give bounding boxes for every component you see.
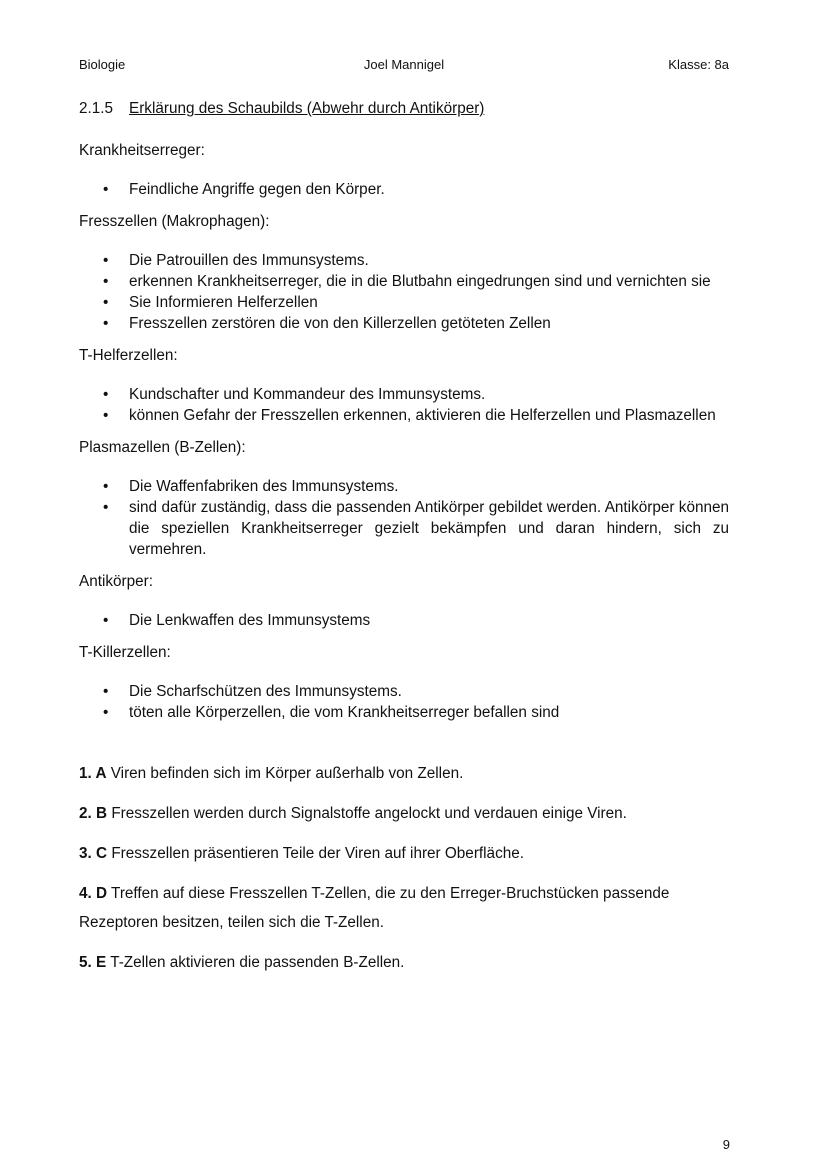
step-item: [79, 948, 729, 977]
list-item: [79, 476, 729, 497]
step-text: Fresszellen werden durch Signalstoffe angelockt und verdauen einige Viren.: [111, 805, 627, 822]
step-item: [79, 759, 729, 788]
list-item-text: Die Waffenfabriken des Immunsystems.: [129, 478, 399, 495]
section-title: Antikörper:: [79, 573, 153, 590]
header-class: Klasse: 8a: [668, 57, 729, 72]
section-heading: [79, 99, 729, 119]
list-item-text: töten alle Körperzellen, die vom Krankheitserreger befallen sind: [129, 704, 560, 721]
bullet-list: [79, 681, 729, 723]
list-item: [79, 610, 729, 631]
steps-list: [79, 759, 729, 977]
step-label: 1. A: [79, 765, 107, 782]
step-label: 4. D: [79, 885, 108, 902]
list-item-text: Die Lenkwaffen des Immunsystems: [129, 612, 371, 629]
step-label: 3. C: [79, 845, 108, 862]
bullet-icon: •: [103, 499, 109, 516]
section-t-helferzellen: [79, 346, 729, 426]
step-text: Viren befinden sich im Körper außerhalb von Zellen.: [110, 765, 464, 782]
list-item-text: können Gefahr der Fresszellen erkennen, aktivieren die Helferzellen und Plasmazellen: [129, 407, 716, 424]
list-item-text: Kundschafter und Kommandeur des Immunsystems.: [129, 386, 486, 403]
bullet-icon: •: [103, 386, 109, 403]
bullet-icon: •: [103, 273, 109, 290]
bullet-list: [79, 179, 729, 200]
page-header: [79, 57, 729, 75]
list-item: [79, 271, 729, 292]
bullet-icon: •: [103, 683, 109, 700]
bullet-list: [79, 610, 729, 631]
bullet-list: [79, 384, 729, 426]
section-title: Plasmazellen (B-Zellen):: [79, 439, 246, 456]
heading-number: 2.1.5: [79, 100, 114, 117]
list-item-text: erkennen Krankheitserreger, die in die Blutbahn eingedrungen sind und vernichten sie: [129, 273, 711, 290]
page-content: [79, 99, 729, 977]
heading-title: Erklärung des Schaubilds (Abwehr durch Antikörper): [129, 100, 485, 117]
step-text: Treffen auf diese Fresszellen T-Zellen, die zu den Erreger-Bruchstücken passende Rezeptoren besitzen, teilen sich die T-Zellen.: [79, 885, 670, 931]
bullet-icon: •: [103, 478, 109, 495]
list-item-text: Die Scharfschützen des Immunsystems.: [129, 683, 402, 700]
bullet-list: [79, 250, 729, 334]
list-item-text: Feindliche Angriffe gegen den Körper.: [129, 181, 385, 198]
section-title: Krankheitserreger:: [79, 142, 205, 159]
section-krankheitserreger: [79, 141, 729, 200]
list-item-text: Sie Informieren Helferzellen: [129, 294, 318, 311]
bullet-icon: •: [103, 181, 109, 198]
step-item: [79, 839, 729, 868]
bullet-icon: •: [103, 252, 109, 269]
bullet-icon: •: [103, 294, 109, 311]
list-item: [79, 179, 729, 200]
list-item: [79, 292, 729, 313]
step-item: [79, 799, 729, 828]
section-fresszellen: [79, 212, 729, 334]
step-label: 5. E: [79, 954, 107, 971]
list-item-text: Die Patrouillen des Immunsystems.: [129, 252, 369, 269]
list-item-text: sind dafür zuständig, dass die passenden Antikörper gebildet werden. Antikörper können die speziellen Krankheitserreger gezielt bekämpfen und daran hindern, sich zu vermehren.: [129, 499, 729, 558]
step-item: [79, 879, 729, 937]
bullet-icon: •: [103, 315, 109, 332]
list-item: [79, 250, 729, 271]
step-label: 2. B: [79, 805, 108, 822]
bullet-list: [79, 476, 729, 560]
step-text: T-Zellen aktivieren die passenden B-Zellen.: [110, 954, 405, 971]
list-item: [79, 384, 729, 405]
section-antikoerper: [79, 572, 729, 631]
section-title: T-Helferzellen:: [79, 347, 178, 364]
section-t-killerzellen: [79, 643, 729, 723]
bullet-icon: •: [103, 704, 109, 721]
header-subject: Biologie: [79, 57, 126, 72]
list-item: [79, 702, 729, 723]
list-item: [79, 313, 729, 334]
header-author: Joel Mannigel: [363, 57, 445, 72]
bullet-icon: •: [103, 612, 109, 629]
section-title: T-Killerzellen:: [79, 644, 171, 661]
section-plasmazellen: [79, 438, 729, 560]
list-item: [79, 497, 729, 560]
list-item: [79, 681, 729, 702]
list-item-text: Fresszellen zerstören die von den Killerzellen getöteten Zellen: [129, 315, 551, 332]
page-number: 9: [722, 1137, 730, 1152]
list-item: [79, 405, 729, 426]
section-title: Fresszellen (Makrophagen):: [79, 213, 270, 230]
bullet-icon: •: [103, 407, 109, 424]
step-text: Fresszellen präsentieren Teile der Viren auf ihrer Oberfläche.: [111, 845, 524, 862]
